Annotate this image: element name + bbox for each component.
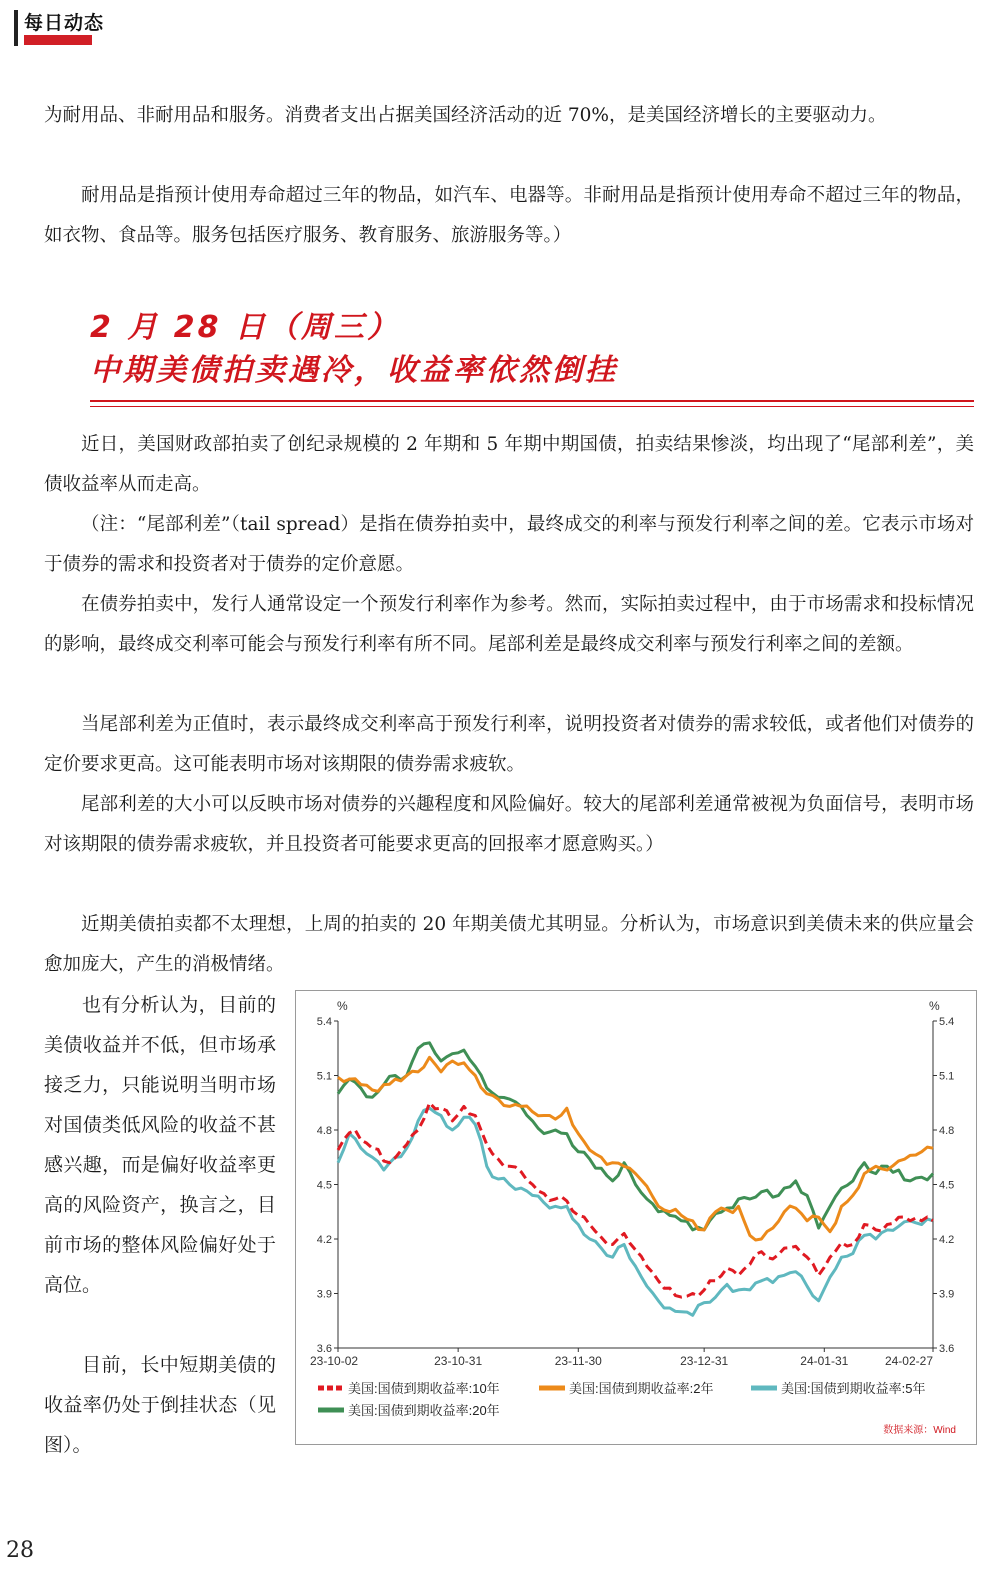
yield-chart [295,990,977,1445]
y-unit-left: % [337,999,348,1013]
body-paragraph-1: 近日，美国财政部拍卖了创纪录规模的 2 年期和 5 年期中期国债，拍卖结果惨淡，均出现了“尾部利差”，美债收益率从而走高。 [44,434,974,495]
section-headline: 中期美债拍卖遇冷，收益率依然倒挂 [90,353,618,388]
y-tick-label-right: 3.9 [939,1288,955,1301]
y-tick-label-right: 3.6 [939,1343,955,1355]
series-line-3 [338,1043,933,1230]
side-paragraph-1: 也有分析认为，目前的美债收益并不低，但市场承接乏力，只能说明当明市场对国债类低风险的收益不甚感兴趣，而是偏好收益率更高的风险资产，换言之，目前市场的整体风险偏好处于高位。 [44,994,276,1296]
body-paragraph-4: 当尾部利差为正值时，表示最终成交利率高于预发行利率，说明投资者对债券的需求较低，或者他们对债券的定价要求更高。这可能表明市场对该期限的债券需求疲软。 [44,714,974,775]
page-number: 28 [6,1538,34,1563]
headline-rule-thin [90,406,974,407]
header-marker-bar [14,10,18,46]
legend-label: 美国:国债到期收益率:2年 [569,1381,714,1396]
x-tick-label: 23-11-30 [554,1354,602,1368]
legend-label: 美国:国债到期收益率:5年 [781,1381,926,1396]
section-label: 每日动态 [24,12,105,34]
y-tick-label-right: 5.4 [939,1016,955,1028]
y-tick-label-right: 4.5 [939,1179,955,1192]
body-paragraph-2: （注：“尾部利差”（tail spread）是指在债券拍卖中，最终成交的利率与预发行利率之间的差。它表示市场对于债券的需求和投资者对于债券的定价意愿。 [44,514,974,575]
y-tick-label-left: 5.4 [316,1016,332,1028]
series-line-1 [338,1057,933,1240]
y-tick-label-left: 5.1 [316,1070,332,1083]
intro-paragraph-2: 耐用品是指预计使用寿命超过三年的物品，如汽车、电器等。非耐用品是指预计使用寿命不超过三年的物品，如衣物、食品等。服务包括医疗服务、教育服务、旅游服务等。） [44,185,974,246]
y-unit-right: % [929,999,940,1013]
body-paragraph-5: 尾部利差的大小可以反映市场对债券的兴趣程度和风险偏好。较大的尾部利差通常被视为负面信号，表明市场对该期限的债券需求疲软，并且投资者可能要求更高的回报率才愿意购买。） [44,794,974,855]
y-tick-label-right: 5.1 [939,1070,955,1083]
x-tick-label: 24-01-31 [800,1354,849,1368]
x-tick-label: 23-10-02 [310,1354,359,1368]
legend-label: 美国:国债到期收益率:10年 [348,1381,500,1396]
yield-chart-svg [296,991,976,1444]
header-red-bar [24,35,92,45]
x-tick-label: 23-10-31 [434,1354,483,1368]
headline-rule-thick [90,400,974,402]
y-tick-label-left: 4.5 [316,1179,332,1192]
body-paragraph-6: 近期美债拍卖都不太理想，上周的拍卖的 20 年期美债尤其明显。分析认为，市场意识到美债未来的供应量会愈加庞大，产生的消极情绪。 [44,914,974,975]
body-paragraph-3: 在债券拍卖中，发行人通常设定一个预发行利率作为参考。然而，实际拍卖过程中，由于市场需求和投标情况的影响，最终成交利率可能会与预发行利率有所不同。尾部利差是最终成交利率与预发行利率之间的差额。 [44,594,974,655]
series-line-2 [338,1108,933,1315]
chart-source: 数据来源：Wind [883,1425,956,1436]
y-tick-label-right: 4.8 [939,1125,955,1137]
x-tick-label: 24-02-27 [884,1354,933,1368]
legend-label: 美国:国债到期收益率:20年 [348,1403,500,1418]
y-tick-label-left: 3.6 [316,1343,332,1355]
y-tick-label-left: 3.9 [316,1288,332,1301]
intro-paragraph-1: 为耐用品、非耐用品和服务。消费者支出占据美国经济活动的近 70%，是美国经济增长的主要驱动力。 [44,105,887,126]
y-tick-label-left: 4.2 [316,1234,332,1246]
y-tick-label-left: 4.8 [316,1125,332,1137]
side-paragraph-2: 目前，长中短期美债的收益率仍处于倒挂状态（见图）。 [44,1354,276,1456]
section-date-line: 2 月 28 日（周三） [90,310,400,345]
x-tick-label: 23-12-31 [680,1354,729,1368]
y-tick-label-right: 4.2 [939,1234,955,1246]
